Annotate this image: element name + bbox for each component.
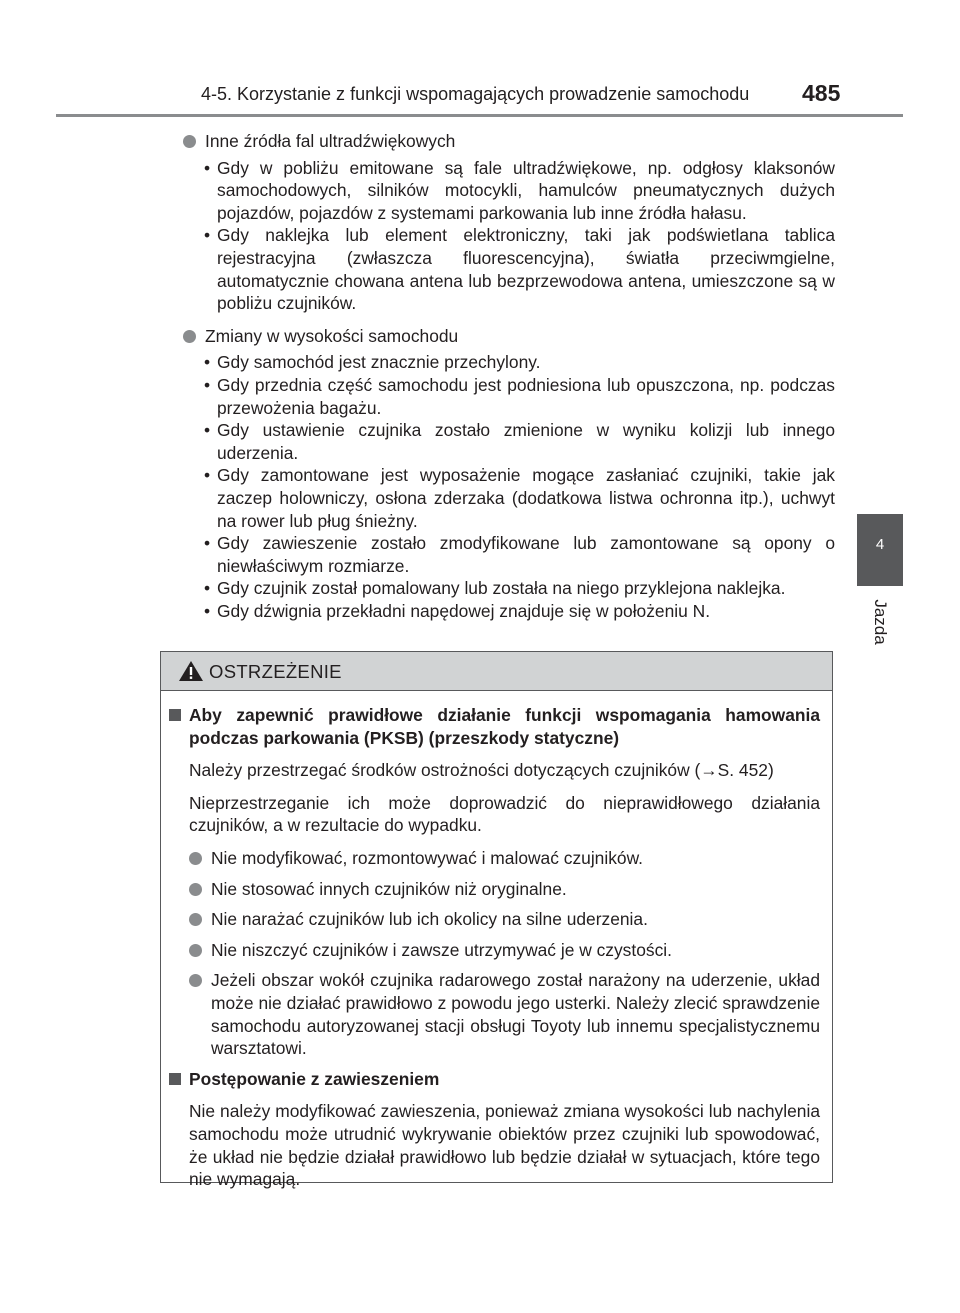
- bullet-list: [183, 351, 835, 622]
- header-divider: [56, 114, 903, 117]
- bullet-icon: [189, 852, 202, 865]
- page-header: [0, 0, 960, 120]
- bullet-icon: [189, 883, 202, 896]
- warning-section-heading: Aby zapewnić prawidłowe działanie funkcji wspomagania hamowania podczas parkowania (PKSB) (przeszkody statyczne): [167, 704, 820, 749]
- list-item: • Gdy w pobliżu emitowane są fale ultradźwiękowe, np. odgłosy klaksonów samochodowych, silników motocykli, hamulców pneumatycznych dużych pojazdów, pojazdów z systemami parkowania lub inne źródła hałasu.: [204, 157, 835, 223]
- list-item: Nie niszczyć czujników i zawsze utrzymywać je w czystości.: [189, 939, 820, 962]
- warning-paragraph: Nie należy modyfikować zawieszenia, ponieważ zmiana wysokości lub nachylenia samochodu może utrudnić wykrywanie obiektów przez czujniki lub spowodować, że układ nie będzie działał prawidłowo lub będzie działał w sytuacjach, które tego nie wymagają.: [189, 1101, 820, 1190]
- warning-header: [161, 652, 832, 691]
- bullet-icon: [183, 135, 196, 148]
- list-item: • Gdy samochód jest znacznie przechylony.: [204, 352, 541, 373]
- list-item: Nie modyfikować, rozmontowywać i malować czujników.: [189, 847, 820, 870]
- chapter-tab-label: Jazda: [871, 599, 890, 645]
- chapter-tab: [857, 514, 903, 586]
- warning-paragraph: Nieprzestrzeganie ich może doprowadzić do nieprawidłowego działania czujników, a w rezultacie do wypadku.: [189, 792, 820, 836]
- list-item: Nie stosować innych czujników niż oryginalne.: [189, 878, 820, 901]
- chapter-title: 4-5. Korzystanie z funkcji wspomagających prowadzenie samochodu: [201, 84, 750, 104]
- warning-box: [160, 651, 833, 1190]
- list-item: • Gdy zawieszenie zostało zmodyfikowane lub zamontowane są opony o niewłaściwym rozmiarze.: [204, 533, 835, 576]
- list-item: • Gdy zamontowane jest wyposażenie mogące zasłaniać czujniki, takie jak zaczep holowniczy, osłona zderzaka (dodatkowa listwa ochronna itp.), uchwyt na rower lub pług śnieżny.: [204, 465, 835, 531]
- list-item: • Gdy naklejka lub element elektroniczny, taki jak podświetlana tablica rejestracyjna (zwłaszcza fluorescencyjna), światła przeciwmgielne, automatycznie chowana antena lub bezprzewodowa antena, umieszczone są w pobliżu czujników.: [204, 225, 835, 314]
- warning-body: [167, 704, 820, 1191]
- bullet-list: [183, 157, 835, 315]
- bullet-icon: [189, 974, 202, 987]
- warning-section-heading: Postępowanie z zawieszeniem: [167, 1068, 820, 1091]
- bullet-icon: [183, 330, 196, 343]
- list-item: • Gdy czujnik został pomalowany lub została na niego przyklejona naklejka.: [204, 578, 786, 599]
- chapter-tab-number: 4: [875, 536, 885, 553]
- main-content: [183, 130, 835, 632]
- list-item: • Gdy ustawienie czujnika zostało zmienione w wyniku kolizji lub innego uderzenia.: [204, 420, 835, 463]
- list-item: • Gdy dźwignia przekładni napędowej znajduje się w położeniu N.: [204, 600, 711, 621]
- section-heading: Inne źródła fal ultradźwiękowych: [183, 130, 835, 153]
- square-bullet-icon: [169, 1073, 181, 1085]
- page-number: 485: [802, 80, 841, 106]
- list-item: • Gdy przednia część samochodu jest podniesiona lub opuszczona, np. podczas przewożenia bagażu.: [204, 374, 835, 418]
- bullet-icon: [189, 913, 202, 926]
- warning-title: OSTRZEŻENIE: [209, 661, 342, 682]
- warning-paragraph: Należy przestrzegać środków ostrożności dotyczących czujników (→S. 452): [189, 760, 774, 781]
- bullet-icon: [189, 944, 202, 957]
- warning-bullet-list: [167, 847, 820, 1060]
- warning-triangle-icon: [178, 660, 204, 682]
- list-item: Jeżeli obszar wokół czujnika radarowego został narażony na uderzenie, układ może nie działać prawidłowo z powodu jego usterki. Należy zlecić sprawdzenie samochodu autoryzowanej stacji obsługi Toyoty lub innemu specjalistycznemu warsztatowi.: [189, 969, 820, 1059]
- section-heading: Zmiany w wysokości samochodu: [183, 325, 835, 348]
- square-bullet-icon: [169, 709, 181, 721]
- list-item: Nie narażać czujników lub ich okolicy na silne uderzenia.: [189, 908, 820, 931]
